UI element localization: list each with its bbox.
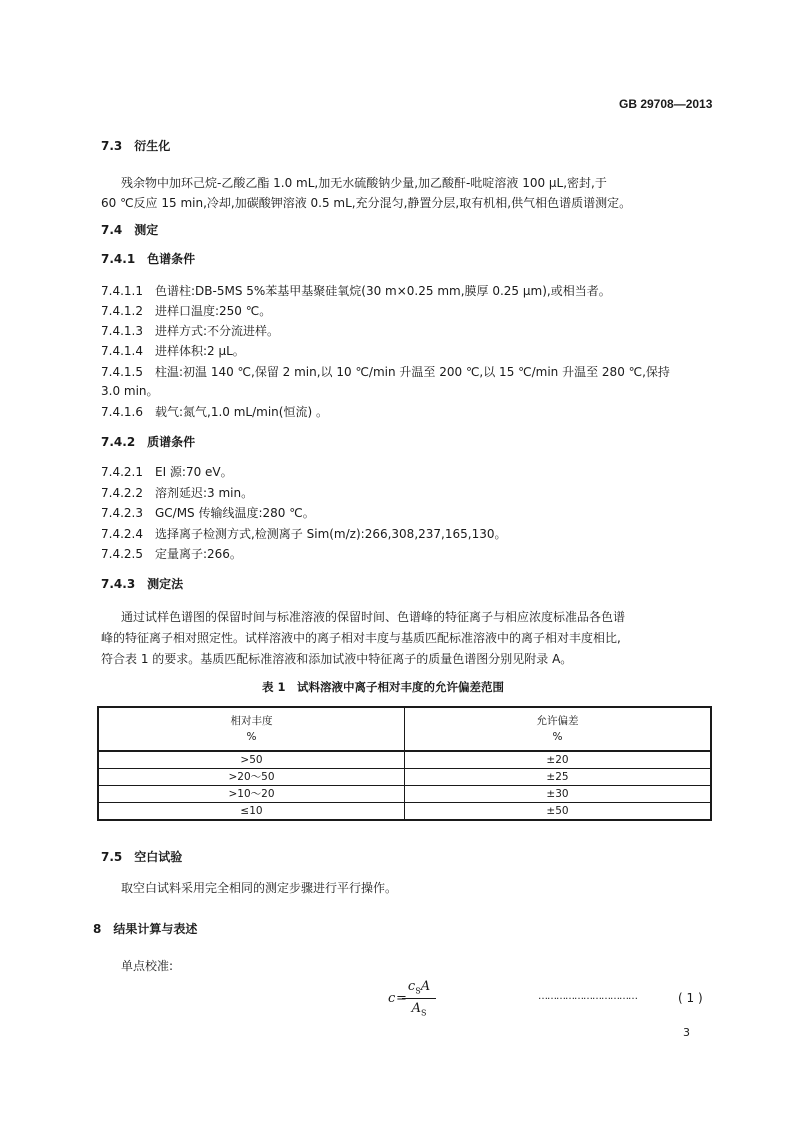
equation-numerator [402, 979, 436, 996]
tolerance-table [97, 706, 712, 821]
list-item: 7.4.2.4 选择离子检测方式,检测离子 Sim(m/z):266,308,237,165,130。 [101, 527, 507, 541]
fraction-bar [402, 998, 436, 999]
section-7-4-3-title: 7.4.3 测定法 [101, 577, 184, 591]
list-item: 7.4.1.3 进样方式:不分流进样。 [101, 324, 280, 338]
section-7-4-title: 7.4 测定 [101, 223, 159, 237]
list-item: 3.0 min。 [101, 384, 159, 398]
table-cell-abundance: >20～50 [98, 769, 405, 786]
list-item: 7.4.2.5 定量离子:266。 [101, 547, 242, 561]
paragraph-line: 单点校准: [121, 959, 174, 973]
column-header-tolerance [405, 707, 712, 751]
table-cell-tolerance: ±30 [405, 786, 712, 803]
equation-denominator [402, 1001, 436, 1018]
table-cell-tolerance: ±25 [405, 769, 712, 786]
column-header-unit: % [552, 731, 563, 743]
table-row [98, 769, 711, 786]
section-7-4-1-title: 7.4.1 色谱条件 [101, 252, 196, 266]
table-row [98, 751, 711, 769]
section-8-title: 8 结果计算与表述 [93, 922, 198, 936]
list-item: 7.4.2.3 GC/MS 传输线温度:280 ℃。 [101, 506, 315, 520]
table-row [98, 786, 711, 803]
standard-number: GB 29708—2013 [619, 97, 713, 111]
table-cell-tolerance: ±20 [405, 751, 712, 769]
table-cell-abundance: ≤10 [98, 803, 405, 821]
table-caption: 表 1 试料溶液中离子相对丰度的允许偏差范围 [262, 680, 505, 694]
column-header-label: 相对丰度 [230, 715, 273, 727]
list-item: 7.4.2.2 溶剂延迟:3 min。 [101, 486, 254, 500]
table-row [98, 803, 711, 821]
list-item: 7.4.1.6 载气:氮气,1.0 mL/min(恒流) 。 [101, 405, 328, 419]
column-header-unit: % [246, 731, 257, 743]
table-cell-abundance: >50 [98, 751, 405, 769]
paragraph-line: 通过试样色谱图的保留时间与标准溶液的保留时间、色谱峰的特征离子与相应浓度标准品各色谱 [121, 610, 626, 624]
section-7-3-title: 7.3 衍生化 [101, 139, 171, 153]
numerator-subscript: S [415, 986, 421, 996]
list-item: 7.4.1.5 柱温:初温 140 ℃,保留 2 min,以 10 ℃/min 升温至 200 ℃,以 15 ℃/min 升温至 280 ℃,保持 [101, 365, 670, 379]
denominator-A: A [411, 1001, 421, 1016]
numerator-A: A [420, 979, 431, 994]
equation-lhs: c [388, 991, 396, 1006]
paragraph-line: 残余物中加环己烷-乙酸乙酯 1.0 mL,加无水硫酸钠少量,加乙酸酐-吡啶溶液 100 μL,密封,于 [121, 176, 607, 190]
list-item: 7.4.1.4 进样体积:2 μL。 [101, 344, 245, 358]
section-7-4-2-title: 7.4.2 质谱条件 [101, 435, 196, 449]
paragraph-line: 取空白试料采用完全相同的测定步骤进行平行操作。 [121, 881, 398, 895]
table-header-row [98, 707, 711, 751]
paragraph-line: 符合表 1 的要求。基质匹配标准溶液和添加试液中特征离子的质量色谱图分别见附录 A。 [101, 652, 573, 666]
paragraph-line: 60 ℃反应 15 min,冷却,加碳酸钾溶液 0.5 mL,充分混匀,静置分层,取有机相,供气相色谱质谱测定。 [101, 196, 632, 210]
list-item: 7.4.1.2 进样口温度:250 ℃。 [101, 304, 272, 318]
equation-equals: = [396, 991, 407, 1006]
list-item: 7.4.2.1 EI 源:70 eV。 [101, 465, 233, 479]
column-header-label: 允许偏差 [536, 715, 579, 727]
table-cell-abundance: >10～20 [98, 786, 405, 803]
section-7-5-title: 7.5 空白试验 [101, 850, 183, 864]
page-number: 3 [683, 1026, 690, 1039]
table-cell-tolerance: ±50 [405, 803, 712, 821]
denominator-subscript: S [420, 1008, 427, 1018]
column-header-abundance [98, 707, 405, 751]
numerator-c: c [407, 979, 416, 994]
paragraph-line: 峰的特征离子相对照定性。试样溶液中的离子相对丰度与基质匹配标准溶液中的离子相对丰度相比, [101, 631, 621, 645]
equation-leader-dots: …………………………… [538, 991, 637, 1002]
equation-number: ( 1 ) [678, 991, 703, 1005]
list-item: 7.4.1.1 色谱柱:DB-5MS 5%苯基甲基聚硅氧烷(30 m×0.25 mm,膜厚 0.25 μm),或相当者。 [101, 284, 611, 298]
